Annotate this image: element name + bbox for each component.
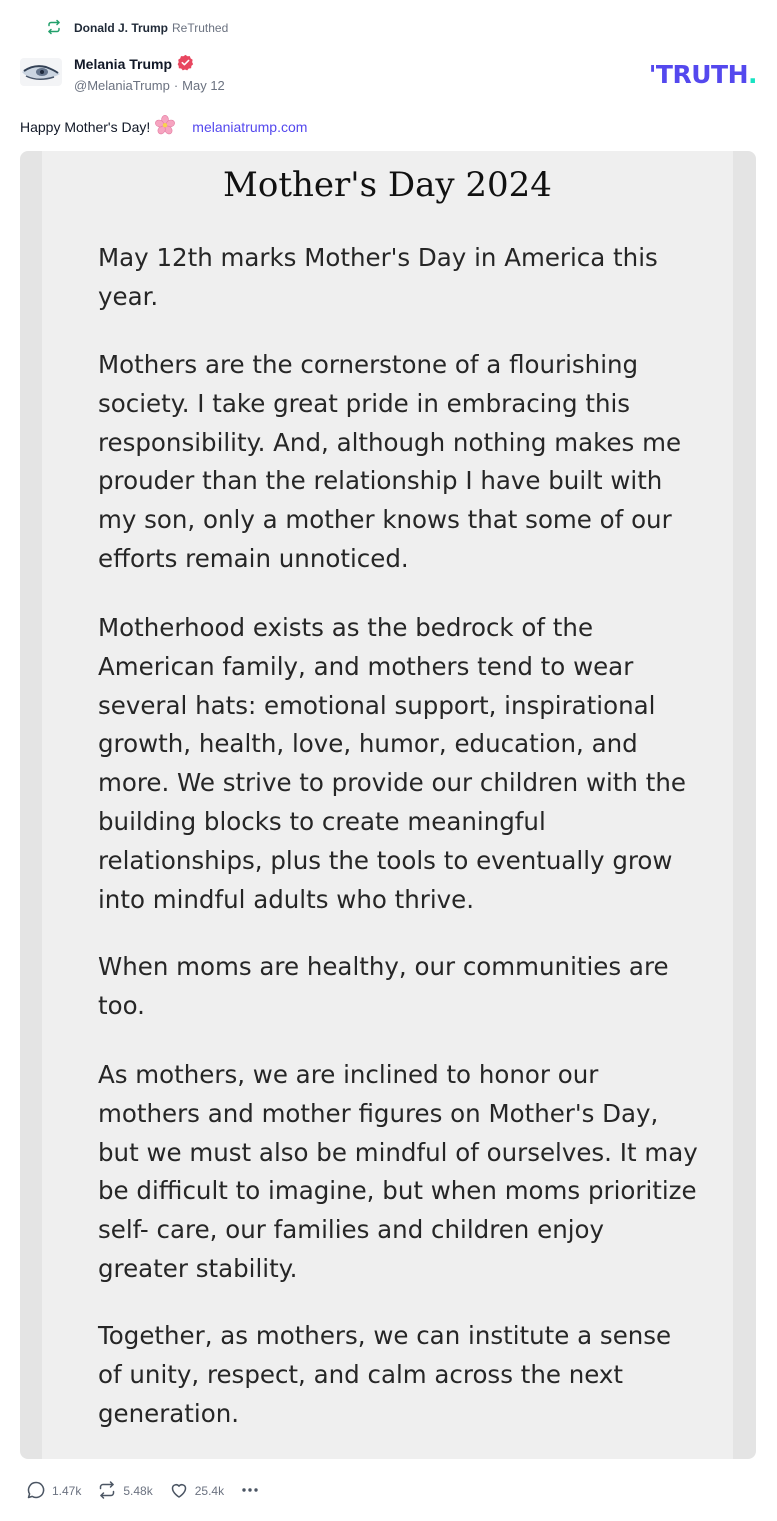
letter-paragraph: As mothers, we are inclined to honor our mothers and mother figures on Mother's Day, but we must also be mindful of ourselves. It may be difficult to imagine, but when moms prioritize self- care, our families and children enjoy greater stability.: [98, 1060, 698, 1283]
like-button[interactable]: [169, 1480, 224, 1503]
letter-paragraph: Motherhood exists as the bedrock of the American family, and mothers tend to wear several hats: emotional support, inspirational growth, health, love, humor, education, and more. We strive to provide our children with the building blocks to create meaningful relationships, plus the tools to eventually grow into mindful adults who thrive.: [98, 613, 686, 914]
letter-paragraph: Together, as mothers, we can institute a sense of unity, respect, and calm across the next generation.: [98, 1321, 672, 1428]
verified-badge-icon: [172, 54, 194, 74]
retruth-indicator: [46, 18, 228, 38]
post-text: Happy Mother's Day!: [20, 118, 151, 135]
like-count: 25.4k: [194, 1484, 225, 1498]
author-handle[interactable]: @MelaniaTrump: [74, 78, 170, 93]
heart-icon: [169, 1480, 195, 1503]
more-horizontal-icon: [240, 1480, 266, 1503]
retruth-count: 5.48k: [123, 1484, 153, 1498]
retruth-icon: [97, 1480, 123, 1503]
avatar[interactable]: [20, 58, 62, 86]
more-options-button[interactable]: [240, 1480, 266, 1503]
reply-count: 1.47k: [52, 1484, 82, 1498]
letter-paragraph: Mothers are the cornerstone of a flourishing society. I take great pride in embracing this responsibility. And, although nothing makes me prouder than the relationship I have built with my son, only a mother knows that some of our efforts remain unnoticed.: [98, 350, 682, 573]
author-name[interactable]: Melania Trump: [74, 56, 173, 72]
truth-social-logo[interactable]: 'TRUTH.: [648, 60, 757, 89]
letter-paragraph: When moms are healthy, our communities are too.: [98, 952, 669, 1020]
cherry-blossom-icon: [150, 114, 192, 139]
post-link[interactable]: melaniatrump.com: [192, 118, 308, 135]
retruth-user-name[interactable]: Donald J. Trump: [74, 21, 169, 35]
action-bar: [26, 1480, 282, 1502]
retruth-label: ReTruthed: [172, 21, 229, 35]
author-meta: @MelaniaTrump · May 12: [74, 78, 225, 93]
retruth-button[interactable]: [97, 1480, 152, 1503]
post-image[interactable]: [20, 151, 756, 1459]
letter-document: [42, 151, 733, 1459]
post-date[interactable]: May 12: [182, 78, 225, 93]
letter-title: Mother's Day 2024: [223, 165, 552, 205]
reply-button[interactable]: [26, 1480, 81, 1503]
letter-paragraph: May 12th marks Mother's Day in America this year.: [98, 243, 658, 311]
author-name-row[interactable]: [74, 54, 194, 74]
repost-icon: [46, 19, 74, 38]
post-body: [20, 114, 307, 139]
reply-icon: [26, 1480, 52, 1503]
logo-text: TRUTH: [655, 60, 748, 89]
